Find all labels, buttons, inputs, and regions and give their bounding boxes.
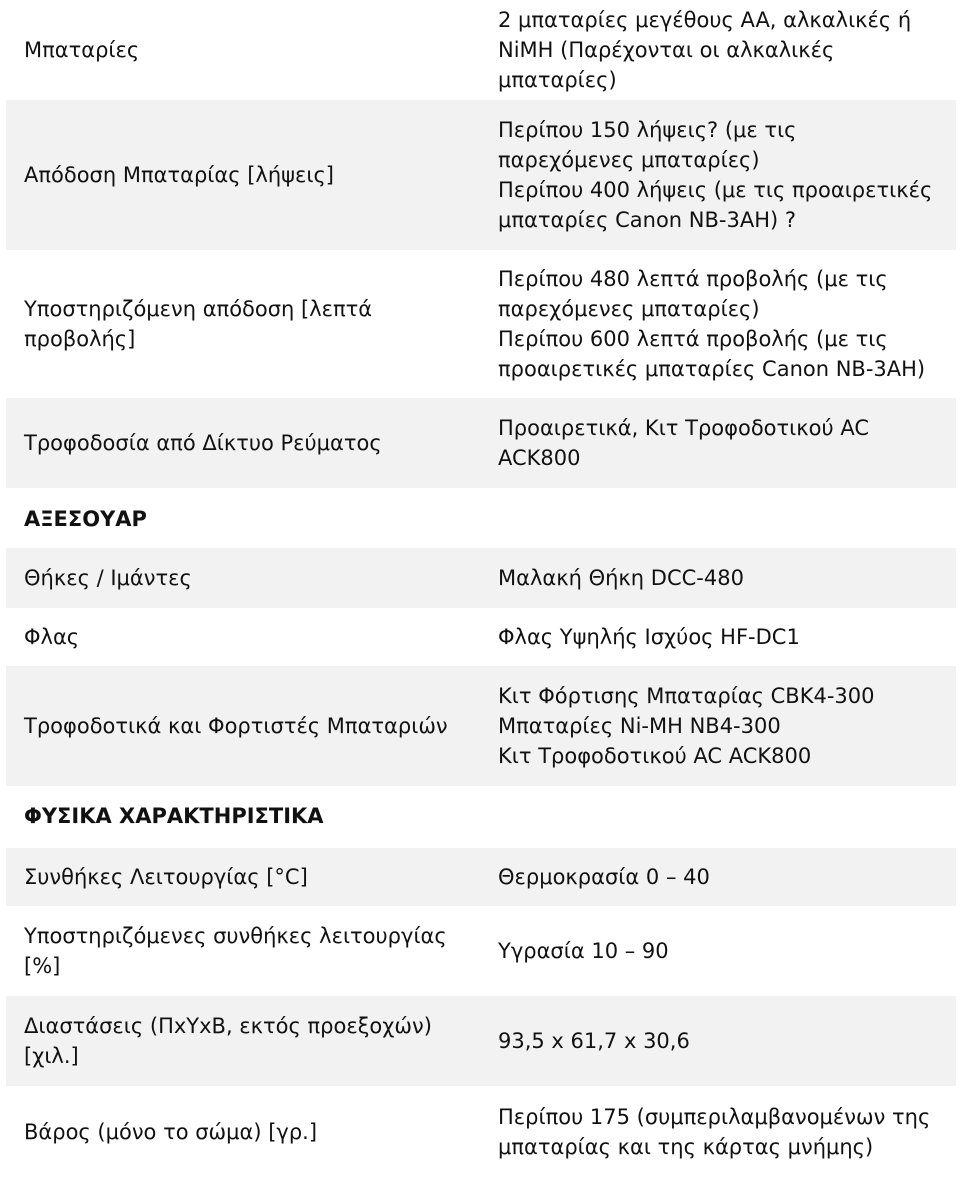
section-heading-physical: ΦΥΣΙΚΑ ΧΑΡΑΚΤΗΡΙΣΤΙΚΑ [24,804,324,828]
spec-row-flash [6,608,956,666]
spec-row-dimensions [6,996,956,1086]
spec-row-power-chargers [6,666,956,786]
spec-row-temperature [6,848,956,906]
spec-label: Υποστηριζόμενη απόδοση [λεπτά προβολής] [24,297,373,351]
spec-label: Διαστάσεις (ΠxΥxΒ, εκτός προεξοχών) [χιλ.] [24,1014,432,1068]
spec-row-battery-shots [6,100,956,250]
spec-row-batteries [6,0,956,100]
spec-row-ac-power [6,398,956,488]
spec-value: Θερμοκρασία 0 – 40 [498,865,710,889]
spec-row-weight [6,1086,956,1177]
spec-label: Φλας [24,625,80,649]
spec-label: Τροφοδοτικά και Φορτιστές Μπαταριών [24,714,448,738]
spec-value: Υγρασία 10 – 90 [498,939,669,963]
spec-value: Κιτ Φόρτισης Μπαταρίας CBK4-300 Μπαταρίες Ni-MH NB4-300 Κιτ Τροφοδοτικού AC ACK800 [498,684,875,768]
spec-value: Περίπου 480 λεπτά προβολής (με τις παρεχόμενες μπαταρίες) Περίπου 600 λεπτά προβολής (με τις προαιρετικές μπαταρίες Canon NB-3AH) [498,267,926,381]
spec-value: Μαλακή Θήκη DCC-480 [498,566,744,590]
spec-row-playback [6,250,956,398]
spec-row-cases [6,548,956,608]
spec-row-humidity [6,906,956,996]
spec-label: Συνθήκες Λειτουργίας [°C] [24,865,308,889]
spec-label: Υποστηριζόμενες συνθήκες λειτουργίας [%] [24,924,447,978]
spec-value: Προαιρετικά, Κιτ Τροφοδοτικού AC ACK800 [498,416,869,470]
spec-label: Τροφοδοσία από Δίκτυο Ρεύματος [24,431,382,455]
spec-value: Περίπου 150 λήψεις? (με τις παρεχόμενες μπαταρίες) Περίπου 400 λήψεις (με τις προαιρετικές μπαταρίες Canon NB-3AH) ? [498,118,933,232]
spec-label: Απόδοση Μπαταρίας [λήψεις] [24,163,334,187]
spec-label: Βάρος (μόνο το σώμα) [γρ.] [24,1119,318,1144]
spec-value: 2 μπαταρίες μεγέθους AA, αλκαλικές ή NiMH (Παρέχονται οι αλκαλικές μπαταρίες) [498,8,912,92]
spec-label: Θήκες / Ιμάντες [24,566,192,590]
section-heading-accessories: ΑΞΕΣΟΥΑΡ [24,507,147,531]
spec-value: Περίπου 175 (συμπεριλαμβανομένων της μπαταρίας και της κάρτας μνήμης) [498,1104,931,1159]
spec-label: Μπαταρίες [24,38,140,62]
spec-value: 93,5 x 61,7 x 30,6 [498,1029,690,1053]
spec-value: Φλας Υψηλής Ισχύος HF-DC1 [498,625,800,649]
